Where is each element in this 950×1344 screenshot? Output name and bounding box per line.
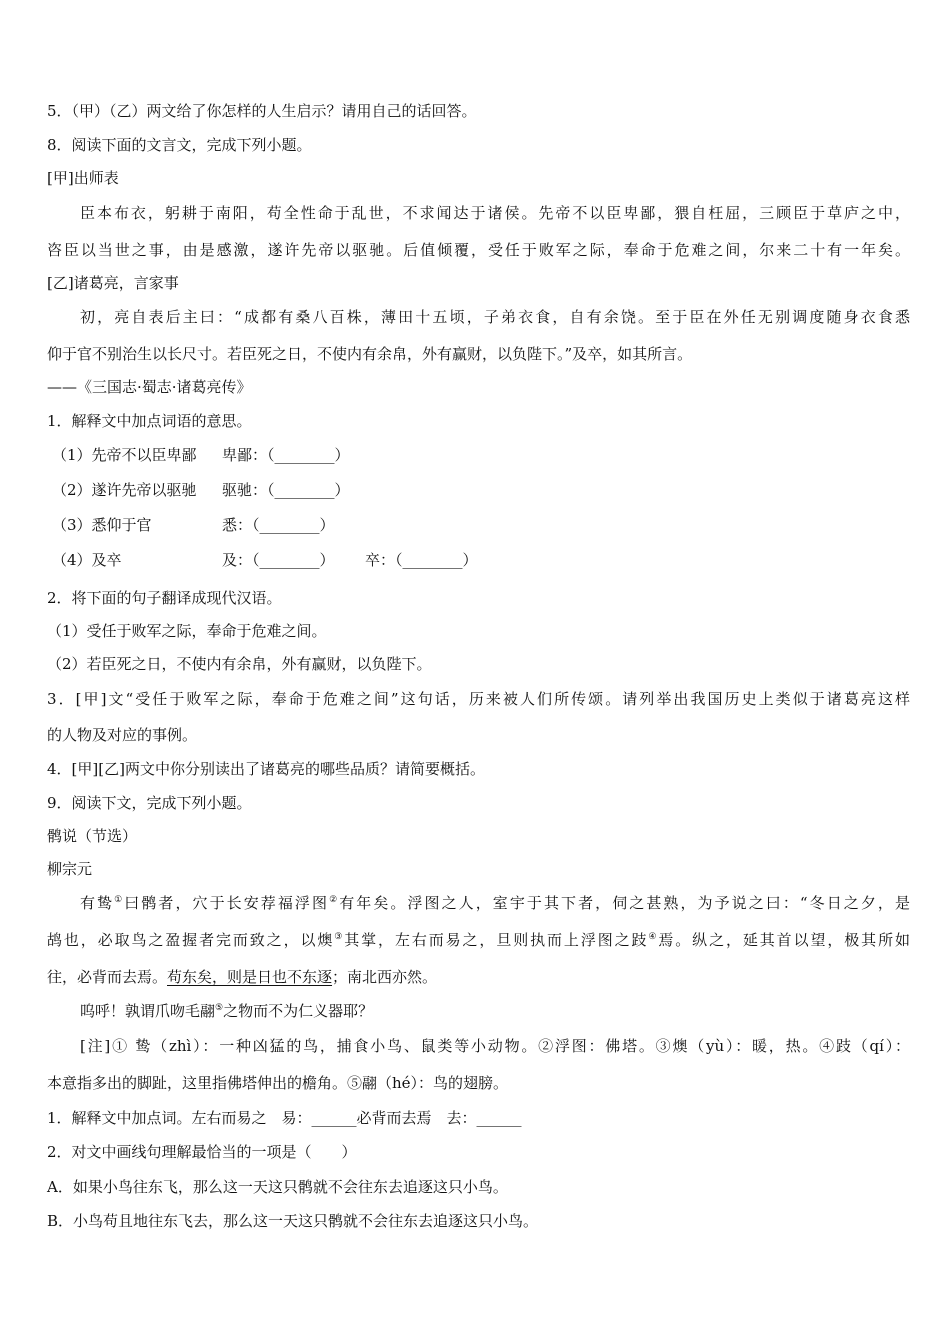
- question-8-4: 4．[甲][乙]两文中你分别读出了诸葛亮的哪些品质？请简要概括。: [47, 760, 485, 778]
- question-8-2: 2．将下面的句子翻译成现代汉语。: [47, 589, 282, 607]
- vocab-answer-blank[interactable]: 卑鄙：（________）: [222, 446, 350, 464]
- passage-yi-source: ——《三国志·蜀志·诸葛亮传》: [47, 378, 252, 396]
- annotation-line-1: [注]① 鸷（zhì）：一种凶猛的鸟，捕食小鸟、鼠类等小动物。②浮图：佛塔。③燠（yù）：暖，热。④跂（qí）：: [80, 1037, 910, 1055]
- passage-yi-line-2: 仰于官不别治生以长尺寸。若臣死之日，不使内有余帛，外有赢财，以负陛下。”及卒，如其所言。: [47, 345, 693, 363]
- passage-jia-line-2: 咨臣以当世之事，由是感激，遂许先帝以驱驰。后值倾覆，受任于败军之际，奉命于危难之间，尔来二十有一年矣。: [47, 241, 910, 259]
- vocab-item: [0, 444, 950, 466]
- option-b: B．小鸟苟且地往东飞去，那么这一天这只鹘就不会往东去追逐这只小鸟。: [47, 1212, 539, 1230]
- vocab-sentence: （2）遂许先帝以驱驰: [52, 481, 197, 499]
- question-8-3-line-2: 的人物及对应的事例。: [47, 726, 198, 744]
- vocab-item: [0, 479, 950, 501]
- vocab-sentence: （4）及卒: [52, 551, 122, 569]
- question-9-2: 2．对文中画线句理解最恰当的一项是（ ）: [47, 1143, 357, 1161]
- vocab-item: [0, 514, 950, 536]
- option-a: A．如果小鸟往东飞，那么这一天这只鹘就不会往东去追逐这只小鸟。: [47, 1178, 508, 1196]
- translate-sentence-2: （2）若臣死之日，不使内有余帛，外有赢财，以负陛下。: [47, 655, 432, 673]
- underlined-sentence: 苟东矣，则是日也不东逐: [167, 968, 333, 986]
- question-8-1: 1．解释文中加点词语的意思。: [47, 412, 252, 430]
- passage-paragraph-1-line-3: 往，必背而去焉。苟东矣，则是日也不东逐；南北西亦然。: [47, 968, 438, 986]
- passage-jia-line-1: 臣本布衣，躬耕于南阳，苟全性命于乱世，不求闻达于诸侯。先帝不以臣卑鄙，猥自枉屈，三顾臣于草庐之中，: [80, 204, 910, 222]
- question-9-1: 1．解释文中加点词。左右而易之 易：______必背而去焉 去：______: [47, 1109, 522, 1127]
- question-8-intro: 8．阅读下面的文言文，完成下列小题。: [47, 136, 312, 154]
- passage-paragraph-2: 呜呼！孰谓爪吻毛翮⑤之物而不为仁义器耶？: [80, 1002, 374, 1020]
- question-5: 5．（甲）（乙）两文给了你怎样的人生启示？请用自己的话回答。: [47, 102, 477, 120]
- passage-title: 鹘说（节选）: [47, 827, 138, 845]
- passage-yi-line-1: 初，亮自表后主曰：“成都有桑八百株，薄田十五顷，子弟衣食，自有余饶。至于臣在外任无别调度随身衣食悉: [80, 308, 910, 326]
- question-9-intro: 9．阅读下文，完成下列小题。: [47, 794, 252, 812]
- passage-author: 柳宗元: [47, 860, 93, 878]
- translate-sentence-1: （1）受任于败军之际，奉命于危难之间。: [47, 622, 327, 640]
- vocab-answer-blank[interactable]: 卒：（________）: [365, 551, 478, 569]
- question-8-3-line-1: 3．[甲]文“受任于败军之际，奉命于危难之间”这句话，历来被人们所传颂。请列举出我国历史上类似于诸葛亮这样: [47, 690, 910, 708]
- annotation-line-2: 本意指多出的脚趾，这里指佛塔伸出的檐角。⑤翮（hé）：鸟的翅膀。: [47, 1074, 509, 1092]
- vocab-answer-blank[interactable]: 悉：（________）: [222, 516, 335, 534]
- vocab-answer-blank[interactable]: 驱驰：（________）: [222, 481, 350, 499]
- vocab-item: [0, 549, 950, 571]
- passage-paragraph-1-line-1: 有鸷①曰鹘者，穴于长安荐福浮图②有年矣。浮图之人，室宇于其下者，伺之甚熟，为予说之曰：“冬日之夕，是: [80, 894, 910, 912]
- vocab-sentence: （1）先帝不以臣卑鄙: [52, 446, 197, 464]
- passage-paragraph-1-line-2: 鸪也，必取鸟之盈握者完而致之，以燠③其掌，左右而易之，旦则执而上浮图之跂④焉。纵之，延其首以望，极其所如: [47, 931, 910, 949]
- passage-jia-title: [甲]出师表: [47, 169, 119, 187]
- passage-yi-title: [乙]诸葛亮，言家事: [47, 274, 179, 292]
- vocab-sentence: （3）悉仰于官: [52, 516, 152, 534]
- vocab-answer-blank[interactable]: 及：（________）: [222, 551, 335, 569]
